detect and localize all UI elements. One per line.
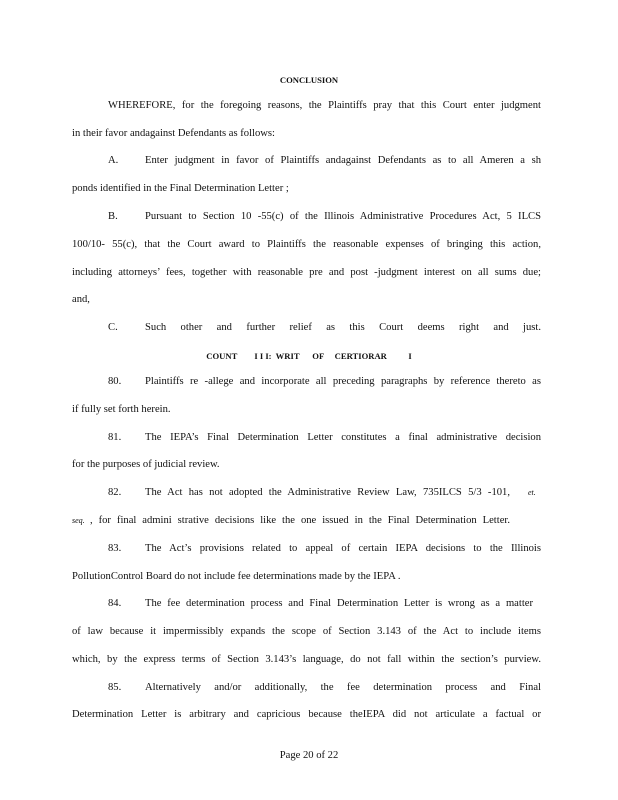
para-85-number: 85. — [108, 682, 122, 693]
para-85-line-2: Determination Letter is arbitrary and capricious because theIEPA did not articulate a factual or — [72, 709, 541, 720]
para-80-line-1: Plaintiffs re -allege and incorporate all preceding paragraphs by reference thereto as — [145, 376, 541, 387]
para-81-line-1: The IEPA’s Final Determination Letter constitutes a final administrative decision — [145, 432, 541, 443]
item-b-line-3: including attorneys’ fees, together with reasonable pre and post -judgment interest on all sums due; — [72, 267, 541, 278]
conclusion-heading: CONCLUSION — [279, 75, 339, 85]
para-83-line-1: The Act’s provisions related to appeal of certain IEPA decisions to the Illinois — [145, 543, 541, 554]
item-a-line-2: ponds identified in the Final Determination Letter ; — [72, 183, 289, 194]
para-82-number: 82. — [108, 487, 122, 498]
para-83-number: 83. — [108, 543, 122, 554]
para-85-line-1: Alternatively and/or additionally, the fee determination process and Final — [145, 682, 541, 693]
page-number-footer: Page 20 of 22 — [279, 750, 339, 761]
para-83-line-2: PollutionControl Board do not include fee determinations made by the IEPA . — [72, 571, 401, 582]
para-81-number: 81. — [108, 432, 122, 443]
item-c-line-1: Such other and further relief as this Court deems right and just. — [145, 322, 541, 333]
item-b-marker: B. — [108, 211, 118, 222]
para-84-number: 84. — [108, 598, 122, 609]
wherefore-line-1: WHEREFORE, for the foregoing reasons, the Plaintiffs pray that this Court enter judgment — [108, 100, 541, 111]
item-a-marker: A. — [108, 155, 119, 166]
para-84-line-1: The fee determination process and Final Determination Letter is wrong as a matter — [145, 598, 533, 609]
para-82-et-abbrev: et. — [528, 488, 536, 497]
item-b-line-1: Pursuant to Section 10 -55(c) of the Illinois Administrative Procedures Act, 5 ILCS — [145, 211, 541, 222]
para-81-line-2: for the purposes of judicial review. — [72, 459, 220, 470]
para-80-number: 80. — [108, 376, 122, 387]
item-b-line-4: and, — [72, 294, 90, 305]
wherefore-line-2: in their favor andagainst Defendants as follows: — [72, 128, 275, 139]
item-a-line-1: Enter judgment in favor of Plaintiffs andagainst Defendants as to all Ameren a sh — [145, 155, 541, 166]
para-82-line-1: The Act has not adopted the Administrative Review Law, 735ILCS 5/3 -101, — [145, 487, 510, 498]
para-84-line-2: of law because it impermissibly expands the scope of Section 3.143 of the Act to include items — [72, 626, 541, 637]
item-c-marker: C. — [108, 322, 118, 333]
count-iii-heading: COUNT I I I: WRIT OF CERTIORAR I — [206, 351, 412, 361]
para-80-line-2: if fully set forth herein. — [72, 404, 171, 415]
item-b-line-2: 100/10- 55(c), that the Court award to Plaintiffs the reasonable expenses of bringing this action, — [72, 239, 541, 250]
para-84-line-3: which, by the express terms of Section 3.143’s language, do not fall within the section’s purview. — [72, 654, 541, 665]
para-82-line-2: , for final admini strative decisions like the one issued in the Final Determination Letter. — [90, 515, 510, 526]
para-82-seq-abbrev: seq. — [72, 516, 85, 525]
